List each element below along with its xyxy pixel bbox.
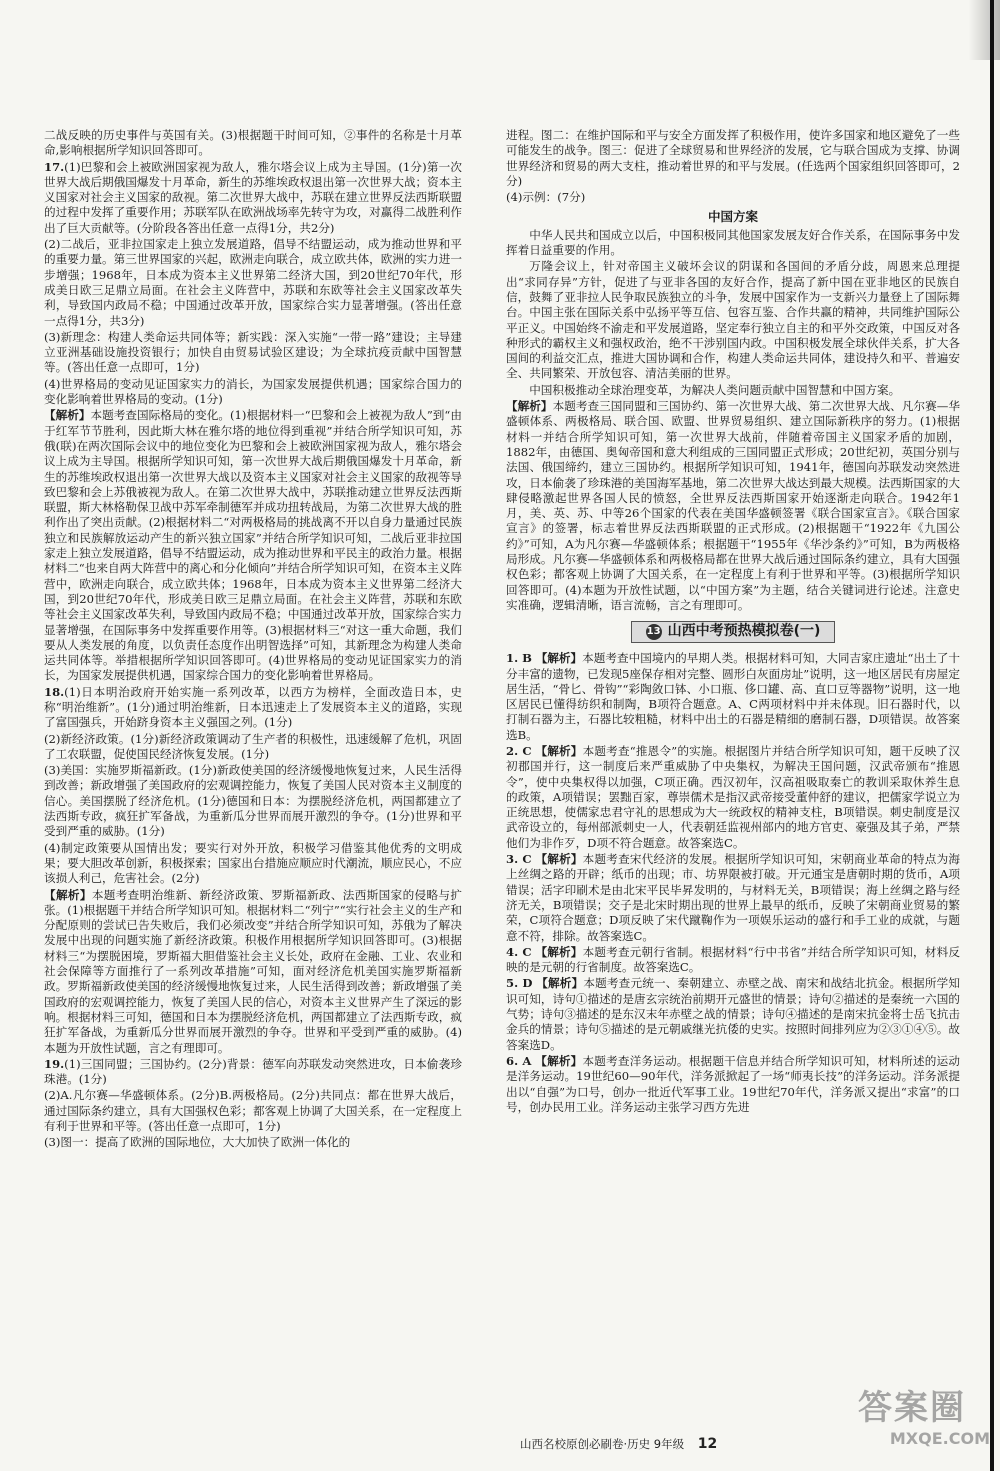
question-17-part-1-text: (1)巴黎和会上被欧洲国家视为敌人，雅尔塔会议上成为主导国。(1分)第一次世界大战后期俄国爆发十月革命，新生的苏维埃政权退出第一次世界大战；资本主义国家对社会主义国家的敌视。第二次世界大战中，苏联在建立世界反法西斯联盟的过程中发挥了重要作用；苏联军队在欧洲战场率先转守为攻，对赢得二战胜利作出了巨大贡献等。(分阶段各答出任意一点得1分，共2分) — [44, 159, 462, 235]
scan-edge-line — [990, 0, 994, 1471]
answer-5-head: 5. D — [506, 976, 533, 991]
answer-1-text: 本题考查中国境内的早期人类。根据材料可知，大同吉家庄遗址“出土了十分丰富的遗物，已发现5座保存相对完整、圆形白灰面房址”说明，这一地区居民有房屋定居生活，“骨匕、骨钩”“彩陶敛口钵、小口瓶、侈口罐、高、直口豆等器物”说明，这一地区居民已懂得纺织和制陶，B项符合题意。A、C两项材料中并未体现。旧石器时代，以打制石器为主，石器比较粗糙，材料中出土的石器是精细的磨制石器，D项错误。故答案选B。 — [506, 651, 960, 742]
essay-paragraph-1: 中华人民共和国成立以后，中国积极同其他国家发展友好合作关系，在国际事务中发挥着日益重要的作用。 — [506, 227, 960, 258]
left-column — [44, 128, 462, 1152]
answer-3-text: 本题考查宋代经济的发展。根据所学知识可知，宋朝商业革命的特点为海上丝绸之路的开辟；纸币的出现；市、坊界限被打破。开元通宝是唐朝时期的货币，A项错误；活字印刷术是由北宋平民毕昇发明的，与材料无关，B项错误；海上丝绸之路与经济无关，B项错误；交子是北宋时期出现的世界上最早的纸币，反映了宋朝商业贸易的繁荣，C项符合题意；D项反映了宋代蹴鞠作为一项娱乐运动的盛行和手工业的成就，与题意不符，排除。故答案选C。 — [506, 852, 960, 943]
answer-1 — [506, 651, 960, 743]
question-19-part-1 — [44, 1057, 462, 1088]
question-19-analysis-text: 本题考查三国同盟和三国协约、第一次世界大战、第二次世界大战、凡尔赛—华盛顿体系、两极格局、联合国、欧盟、世界贸易组织、建立国际新秩序的努力。(1)根据材料一并结合所学知识可知，第一次世界大战前，伴随着帝国主义国家矛盾的加剧，1882年，由德国、奥匈帝国和意大利组成的三国同盟正式形成；20世纪初，英国分别与法国、俄国缔约，建立三国协约。根据所学知识可知，1941年，德国向苏联发动突然进攻，日本偷袭了珍珠港的美国海军基地，第二次世界大战达到最大规模。法西斯国家的大肆侵略激起世界各国人民的愤怒，全世界反法西斯国家开始逐渐走向联合。1942年1月，美、英、苏、中等26个国家的代表在美国华盛顿签署《联合国家宣言》。《联合国家宣言》的签署，标志着世界反法西斯联盟的正式形成。(2)根据题干“1922年《九国公约》”可知，A为凡尔赛—华盛顿体系；根据题干“1955年《华沙条约》”可知，B为两极格局形成。凡尔赛—华盛顿体系和两极格局都在世界大战后通过国际条约建立，具有大国强权色彩；都客观上协调了大国关系，在一定程度上有利于世界和平等。(3)根据所学知识回答即可。(4)本题为开放性试题，以“中国方案”为主题，结合关键词进行论述。注意史实准确，逻辑清晰，语言流畅，言之有理即可。 — [506, 399, 960, 612]
answer-4-text: 本题考查元朝行省制。根据材料“行中书省”并结合所学知识可知，材料反映的是元朝的行省制度。故答案选C。 — [506, 944, 961, 975]
watermark-url: MXQE.COM — [889, 1429, 990, 1448]
essay-paragraph-2: 万隆会议上，针对帝国主义破坏会议的阴谋和各国间的矛盾分歧，周恩来总理提出“求同存异”方针，促进了与亚非各国的友好合作，提高了新中国在亚非地区的民族自信，鼓舞了亚非拉人民争取民族独立的斗争，发展中国家作为一支新兴力量登上了国际舞台。中国主张在国际关系中弘扬平等互信、包容互鉴、合作共赢的精神，共同维护国际公平正义。中国始终不渝走和平发展道路，坚定奉行独立自主的和平外交政策，中国反对各种形式的霸权主义和强权政治，绝不干涉别国内政。中国积极发展全球伙伴关系，扩大各国间的利益交汇点，推进大国协调和合作，构建人类命运共同体，建设持久和平、普遍安全、共同繁荣、开放包容、清洁美丽的世界。 — [506, 259, 960, 381]
question-18-part-2: (2)新经济政策。(1分)新经济政策调动了生产者的积极性，迅速缓解了危机，巩固了工农联盟，促使国民经济恢复发展。(1分) — [44, 731, 462, 761]
answer-1-head: 1. B — [506, 651, 532, 666]
page-number: 12 — [697, 1436, 718, 1452]
analysis-label: 【解析】 — [535, 852, 583, 867]
question-17-part-2: (2)二战后，亚非拉国家走上独立发展道路，倡导不结盟运动，成为推动世界和平的重要力量。第三世界国家的兴起，欧洲走向联合，成立欧共体，欧洲的实力进一步增强；1968年，日本成为资本主义世界第二经济大国，到20世纪70年代，形成美日欧三足鼎立局面。在社会主义阵营中，苏联和东欧等社会主义国家改革失利，导致国内政局不稳；中国通过改革开放，国家综合实力显著增强。(答出任意一点得1分，共3分) — [44, 237, 462, 328]
question-19-part-4: (4)示例：(7分) — [506, 190, 586, 205]
essay-paragraph-3: 中国积极推动全球治理变革，为解决人类问题贡献中国智慧和中国方案。 — [529, 382, 901, 397]
question-17-number: 17. — [44, 159, 65, 174]
watermark-text: 答案圈 — [858, 1388, 966, 1428]
question-19-part-3: (3)图一：提高了欧洲的国际地位，大大加快了欧洲一体化的 — [44, 1135, 351, 1150]
question-17-part-1 — [44, 160, 462, 236]
question-18-analysis-text: 本题考查明治维新、新经济政策、罗斯福新政、法西斯国家的侵略与扩张。(1)根据题干并结合所学知识可知。根据材料二“列宁”“实行社会主义的生产和分配原则的尝试已告失败后，我们必须改变”并结合所学知识可知，苏俄为了解决发展中出现的问题实施了新经济政策。积极作用根据所学知识回答即可。(3)根据材料三“为摆脱困境，罗斯福大胆借鉴社会主义长处，政府在金融、工业、农业和社会保障等方面推行了一系列改革措施”可知，面对经济危机美国实施罗斯福新政。罗斯福新政使美国的经济缓慢地恢复过来，人民生活得到改善；新政增强了美国政府的宏观调控能力，恢复了美国人民的信心，对资本主义世界产生了深远的影响。根据材料三可知，德国和日本为摆脱经济危机，两国都建立了法西斯专政，疯狂扩军备战，为重新瓜分世界而展开激烈的争夺。世界和平受到严重的威胁。(4)本题为开放性试题，言之有理即可。 — [44, 887, 462, 1055]
answer-4 — [506, 945, 960, 976]
right-column — [506, 128, 960, 1116]
question-17-part-4: (4)世界格局的变动见证国家实力的消长，为国家发展提供机遇；国家综合国力的变化影响着世界格局的变动。(1分) — [44, 376, 462, 407]
answer-6-head: 6. A — [506, 1053, 532, 1068]
analysis-label: 【解析】 — [506, 399, 553, 414]
question-18-part-4: (4)制定政策要从国情出发；要实行对外开放，积极学习借鉴其他优秀的文明成果；要大胆改革创新，积极探索；国家出台措施应顺应时代潮流，顺应民心，不应该损人利己，危害社会。(2分) — [44, 840, 462, 886]
essay-title: 中国方案 — [707, 209, 758, 225]
question-18-part-3: (3)美国：实施罗斯福新政。(1分)新政使美国的经济缓慢地恢复过来，人民生活得到改善；新政增强了美国政府的宏观调控能力，恢复了美国人民对资本主义制度的信心。美国摆脱了经济危机。(1分)德国和日本：为摆脱经济危机，两国都建立了法西斯专政，疯狂扩军备战，为重新瓜分世界而展开激烈的争夺。(1分)世界和平受到严重的威胁。(1分) — [44, 763, 462, 839]
answer-2 — [506, 744, 960, 851]
analysis-label: 【解析】 — [44, 887, 92, 902]
answer-4-head: 4. C — [506, 944, 532, 959]
answer-5-text: 本题考查元统一、秦朝建立、赤壁之战、南宋和战结北抗金。根据所学知识可知，诗句①描述的是唐玄宗统治前期开元盛世的情景；诗句②描述的是秦统一六国的气势；诗句③描述的是东汉末年赤壁之战的情景；诗句④描述的是南宋抗金将士岳飞抗击金兵的情景；诗句⑤描述的是元朝戚继光抗倭的史实。按照时间排列应为②③①④⑤。故答案选D。 — [506, 976, 960, 1052]
section-header — [506, 621, 960, 643]
question-19-analysis — [506, 399, 960, 613]
page-footer — [520, 1436, 900, 1452]
question-17-part-3: (3)新理念：构建人类命运共同体等；新实践：深入实施“一带一路”建设；主导建立亚洲基础设施投资银行；加快自由贸易试验区建设；为全球抗疫贡献中国智慧等。(答出任意一点即可，1分) — [44, 329, 462, 375]
answer-5 — [506, 976, 960, 1052]
watermark-logo — [858, 1388, 994, 1468]
footer-title: 山西名校原创必刷卷·历史 9年级 — [520, 1437, 685, 1451]
question-18-number: 18. — [44, 684, 65, 699]
answer-3-head: 3. C — [506, 852, 532, 867]
analysis-label: 【解析】 — [44, 408, 91, 423]
analysis-label: 【解析】 — [535, 944, 583, 959]
question-19-number: 19. — [44, 1056, 65, 1071]
answer-2-head: 2. C — [506, 743, 532, 758]
answer-2-text: 本题考查“推恩令”的实施。根据图片并结合所学知识可知，题干反映了汉初郡国并行，这一制度后来严重威胁了中央集权，为解决王国问题，汉武帝颁布“推恩令”，使中央集权得以加强，C项正确。西汉初年，汉高祖吸取秦亡的教训采取休养生息的政策，A项错误；罢黜百家，尊崇儒术是指汉武帝接受董仲舒的建议，把儒家学说立为正统思想，使儒家忠君守礼的思想成为大一统政权的精神支柱，B项错误。刺史制度是汉武帝设立的，每州部派刺史一人，代表朝廷监视州部内的地方官吏、豪强及其子弟，严禁他们为非作歹，D项不符合题意。故答案选C。 — [506, 743, 961, 850]
analysis-label: 【解析】 — [536, 976, 584, 991]
question-18-part-1-text: (1)日本明治政府开始实施一系列改革，以西方为榜样，全面改造日本，史称“明治维新”。(1分)通过明治维新，日本迅速走上了发展资本主义的道路，实现了富国强兵，开始跻身资本主义强国之列。(1分) — [44, 684, 462, 730]
question-19-part-3-continued: 进程。图二：在维护国际和平与安全方面发挥了积极作用，使许多国家和地区避免了一些可能发生的战争。图三：促进了全球贸易和世界经济的发展，它与联合国成为支撑、协调世界经济和贸易的两大支柱，推动着世界的和平与发展。(任选两个国家组织回答即可，2分) — [506, 128, 960, 188]
question-19-part-1-text: (1)三国同盟；三国协约。(2分)背景：德军向苏联发动突然进攻，日本偷袭珍珠港。(1分) — [44, 1056, 462, 1087]
scan-edge-shadow — [968, 0, 1000, 60]
answer-6-text: 本题考查洋务运动。根据题干信息并结合所学知识可知，材料所述的运动是洋务运动。19世纪60—90年代，洋务派掀起了一场“师夷长技”的洋务运动。洋务派提出以“自强”为口号，创办一批近代军事工业。19世纪70年代，洋务派又提出“求富”的口号，创办民用工业。洋务运动主张学习西方先进 — [506, 1053, 960, 1114]
answer-3 — [506, 852, 960, 944]
question-18-analysis — [44, 888, 462, 1056]
question-17-analysis — [44, 408, 462, 683]
continuation-paragraph: 二战反映的历史事件与英国有关。(3)根据题干时间可知，②事件的名称是十月革命,影响根据所学知识回答即可。 — [44, 128, 462, 158]
section-title: 山西中考预热模拟卷(一) — [667, 623, 821, 640]
analysis-label: 【解析】 — [535, 1053, 583, 1068]
analysis-label: 【解析】 — [535, 651, 583, 666]
section-title-box — [631, 621, 836, 643]
answer-6 — [506, 1054, 960, 1115]
question-19-part-2: (2)A.凡尔赛—华盛顿体系。(2分)B.两极格局。(2分)共同点：都在世界大战后，通过国际条约建立，具有大国强权色彩；都客观上协调了大国关系，在一定程度上有利于世界和平等。(答出任意一点即可，1分) — [44, 1088, 462, 1133]
question-18-part-1 — [44, 685, 462, 731]
question-17-analysis-text: 本题考查国际格局的变化。(1)根据材料一“巴黎和会上被视为敌人”到“由于红军节节胜利，因此斯大林在雅尔塔的地位得到重视”并结合所学知识可知，苏俄(联)在两次国际会议中的地位变化为巴黎和会上被欧洲国家视为敌人，雅尔塔会议上成为主导国。根据所学知识可知，第一次世界大战后期俄国爆发十月革命，新生的苏维埃政权退出第一次世界大战以及资本主义国家对社会主义国家的敌视等导致巴黎和会上苏俄被视为敌人。在第二次世界大战中，苏联推动建立世界反法西斯联盟，斯大林格勒保卫战中苏军牵制德军并成功扭转战局，为第二次世界大战的胜利作出了突出贡献。(2)根据材料二“对两极格局的挑战离不开以自身力量通过民族独立和民族解放运动产生的新兴独立国家”并结合所学知识可知，二战后亚非拉国家走上独立发展道路，倡导不结盟运动，成为推动世界和平民主的政治力量。根据材料二“也来自两大阵营中的离心和分化倾向”并结合所学知识可知，在资本主义阵营中，欧洲走向联合，成立欧共体；1968年，日本成为资本主义世界第二经济大国，到20世纪70年代，形成美日欧三足鼎立局面。在社会主义阵营，苏联和东欧等社会主义国家改革失利，导致国内政局不稳；中国通过改革开放，国家综合实力显著增强，在国际事务中发挥重要作用等。(3)根据材料三“对这一重大命题，我们要从人类发展的角度，以负责任态度作出明智选择”可知，其新理念为构建人类命运共同体等。举措根据所学知识回答即可。(4)世界格局的变动见证国家实力的消长，为国家发展提供机遇，国家综合国力的变化影响着世界格局。 — [44, 408, 462, 683]
section-number-badge: 13 — [646, 624, 662, 640]
analysis-label: 【解析】 — [535, 743, 583, 758]
